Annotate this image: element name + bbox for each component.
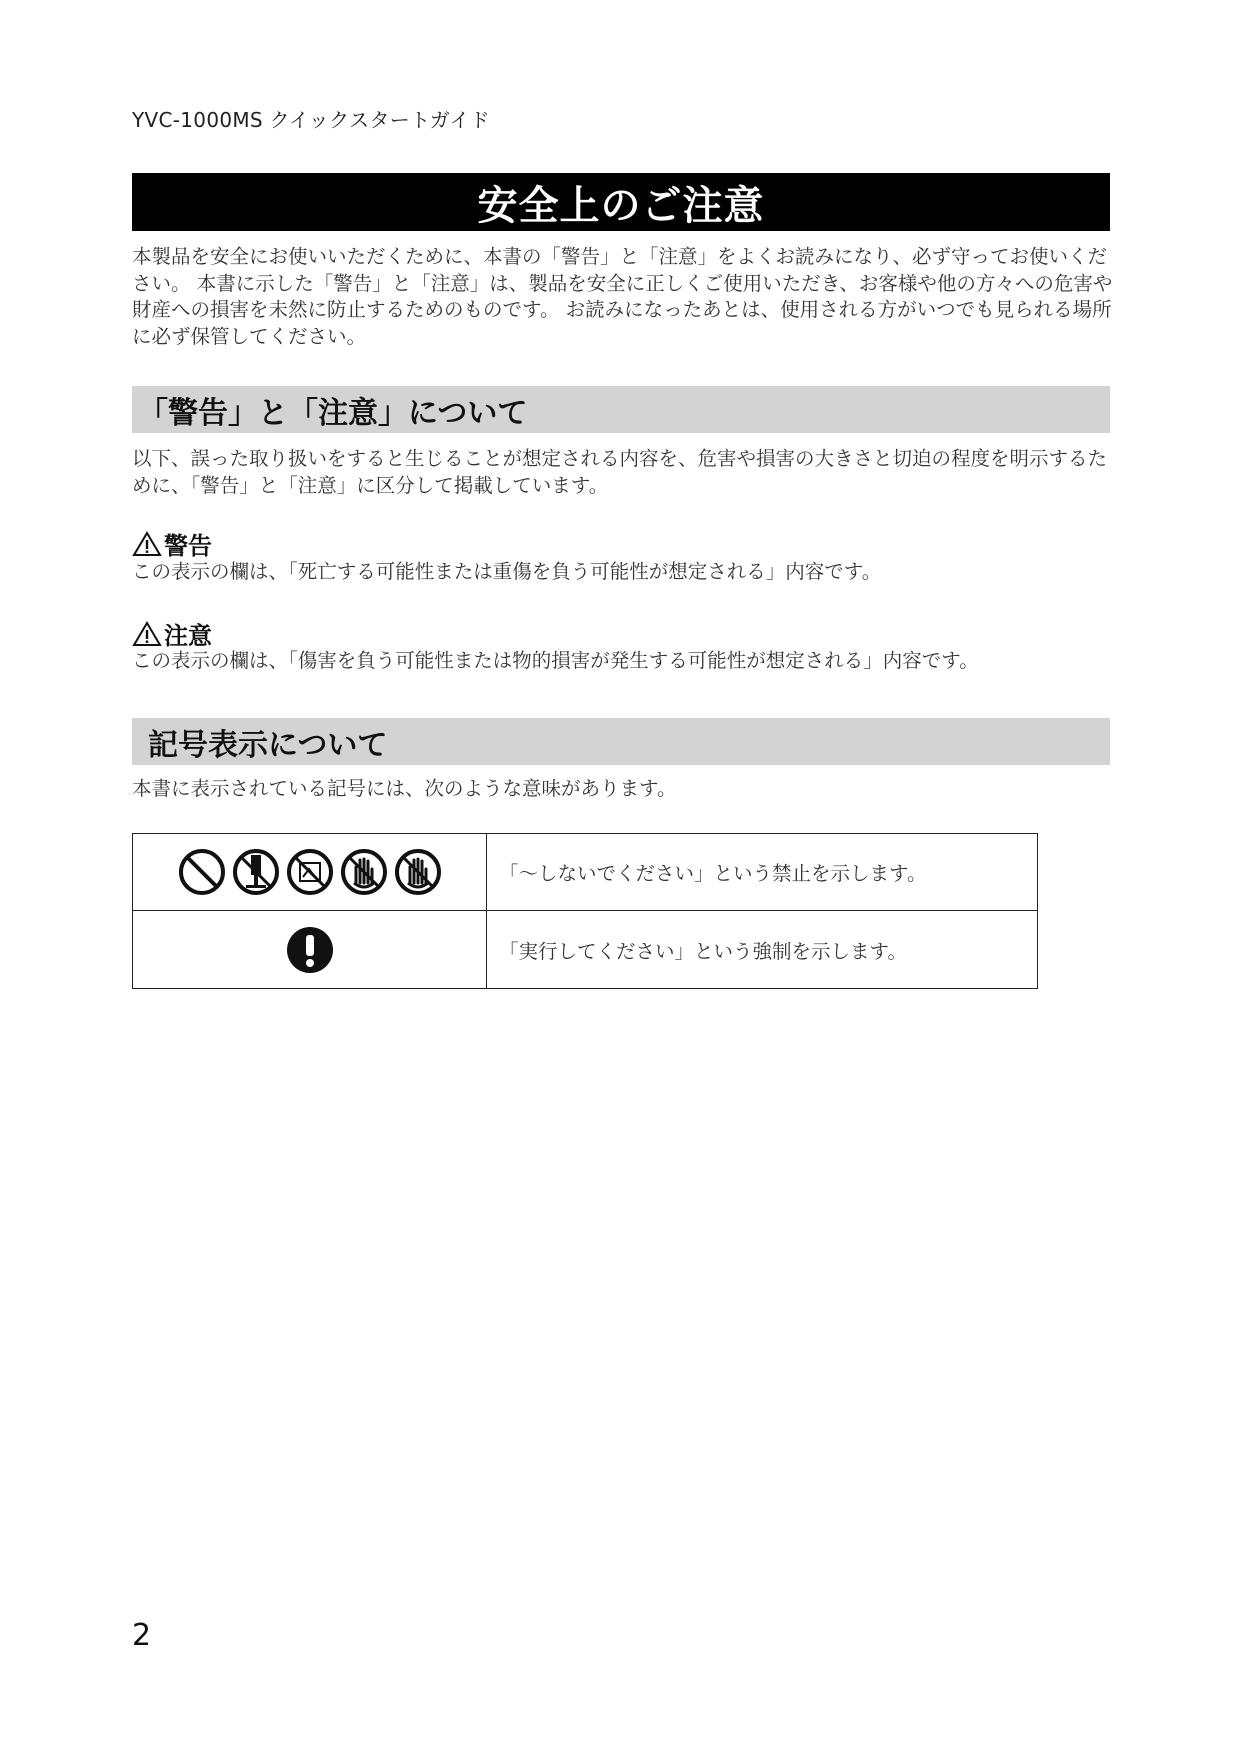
warning-description-text: この表示の欄は、「死亡する可能性または重傷を負う可能性が想定される」内容です。 bbox=[132, 560, 882, 583]
caution-label: 注意 bbox=[164, 622, 212, 650]
symbols-intro bbox=[132, 776, 1117, 803]
mandatory-icon-cell bbox=[133, 911, 487, 988]
prohibition-icon bbox=[177, 847, 227, 897]
no-touch-hand-icon bbox=[393, 847, 443, 897]
mandatory-action-icon bbox=[285, 925, 335, 975]
intro-line: に必ず保管してください。 bbox=[132, 324, 367, 348]
intro-line: 財産への損害を未然に防止するためのものです。 お読みになったあとは、使用される方がいつでも見られる場所 bbox=[132, 298, 1112, 321]
mandatory-meaning: 「実行してください」という強制を示します。 bbox=[499, 939, 907, 963]
section-heading-text: 記号表示について bbox=[148, 727, 388, 763]
no-wet-hands-icon bbox=[285, 847, 335, 897]
page-title: 安全上のご注意 bbox=[477, 182, 765, 229]
guide-header: YVC-1000MS クイックスタートガイド bbox=[132, 108, 491, 132]
warning-triangle-icon bbox=[132, 531, 162, 557]
section-heading-text: 「警告」と「注意」について bbox=[138, 395, 528, 431]
prohibition-meaning-cell bbox=[487, 834, 1037, 911]
caution-triangle-icon bbox=[132, 621, 162, 647]
no-touch-icon bbox=[339, 847, 389, 897]
intro-line: 本製品を安全にお使いいただくために、本書の「警告」と「注意」をよくお読みになり、必ず守ってお使いくだ bbox=[132, 245, 1108, 268]
warning-description bbox=[132, 559, 1117, 586]
symbols-intro-text: 本書に表示されている記号には、次のような意味があります。 bbox=[132, 777, 677, 800]
prohibition-meaning: 「～しないでください」という禁止を示します。 bbox=[499, 862, 927, 885]
no-disassembly-icon bbox=[231, 847, 281, 897]
intro-line: さい。 本書に示した「警告」と「注意」は、製品を安全に正しくご使用いただき、お客様や他の方々への危害や bbox=[132, 271, 1113, 295]
intro-paragraph bbox=[132, 244, 1117, 350]
mandatory-meaning-cell bbox=[487, 911, 1037, 988]
section-heading-warning-caution bbox=[132, 386, 1110, 433]
caution-description bbox=[132, 648, 1117, 675]
section1-paragraph bbox=[132, 446, 1117, 499]
section-heading-symbols bbox=[132, 718, 1110, 765]
page-number: 2 bbox=[132, 1618, 152, 1653]
section1-line: 以下、誤った取り扱いをすると生じることが想定される内容を、危害や損害の大きさと切迫の程度を明示するた bbox=[132, 447, 1108, 470]
caution-description-text: この表示の欄は、「傷害を負う可能性または物的損害が発生する可能性が想定される」内容です。 bbox=[132, 649, 979, 672]
warning-label: 警告 bbox=[164, 532, 212, 560]
warning-heading bbox=[132, 526, 212, 561]
prohibition-icons-cell bbox=[133, 834, 487, 911]
page-title-bar bbox=[132, 173, 1110, 231]
section1-line: めに、「警告」と「注意」に区分して掲載しています。 bbox=[132, 473, 609, 497]
symbol-table bbox=[132, 833, 1038, 989]
caution-heading bbox=[132, 616, 212, 651]
